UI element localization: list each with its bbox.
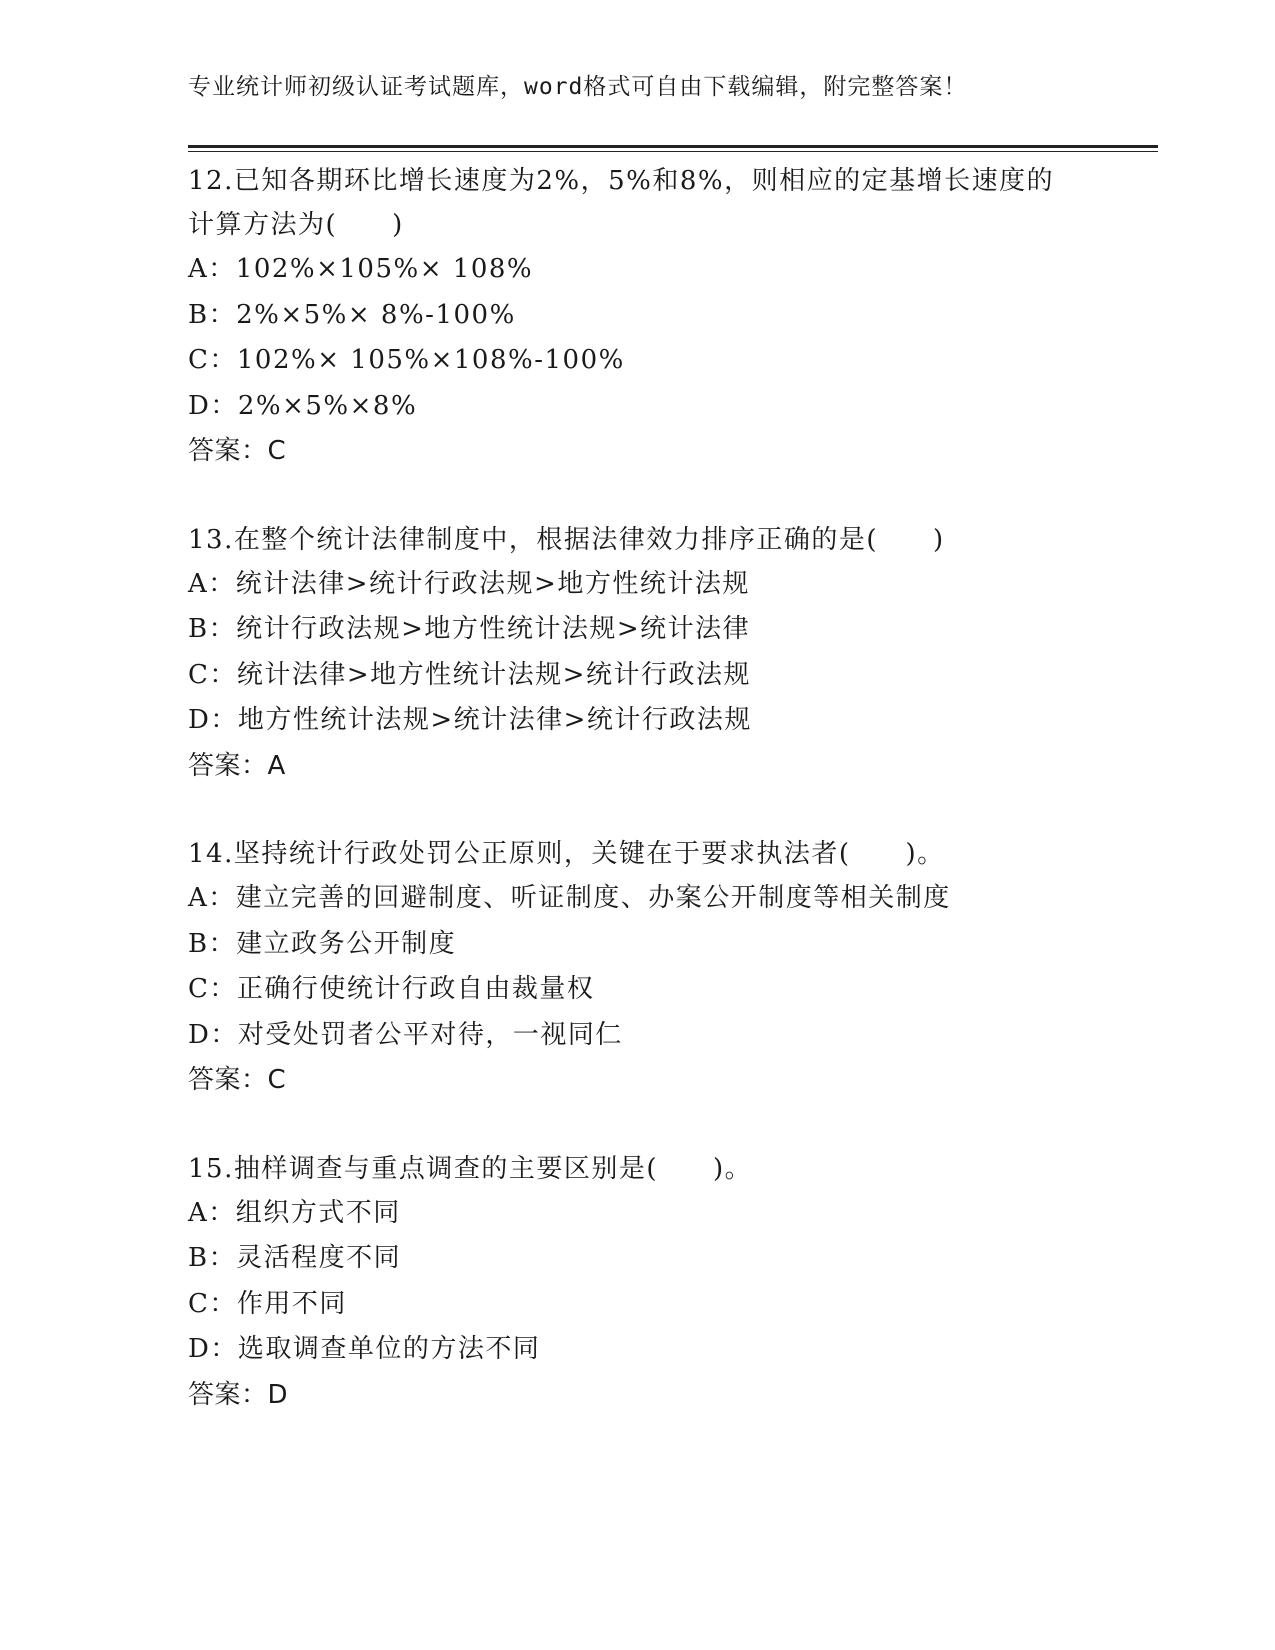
question-stem: 14.坚持统计行政处罚公正原则，关键在于要求执法者( )。: [188, 839, 945, 869]
question-13: [188, 518, 1148, 790]
answer: 答案：C: [188, 1065, 287, 1095]
option-d: D：2%×5%×8%: [188, 390, 418, 421]
option-a: A：统计法律>统计行政法规>地方性统计法规: [188, 568, 750, 599]
question-stem: 13.在整个统计法律制度中，根据法律效力排序正确的是( ): [188, 524, 945, 555]
option-c: C：作用不同: [188, 1288, 347, 1319]
option-c: C：正确行使统计行政自由裁量权: [188, 974, 595, 1004]
header-divider-thin: [188, 151, 1158, 152]
page-header: 专业统计师初级认证考试题库，word格式可自由下载编辑，附完整答案！: [188, 74, 968, 100]
option-a: A：102%×105%× 108%: [188, 254, 534, 284]
option-a: A：建立完善的回避制度、听证制度、办案公开制度等相关制度: [188, 883, 951, 913]
question-15: [188, 1147, 1148, 1419]
answer: 答案：D: [188, 1379, 289, 1410]
option-d: D：地方性统计法规>统计法律>统计行政法规: [188, 705, 752, 735]
option-b: B：统计行政法规>地方性统计法规>统计法律: [188, 614, 751, 644]
header-divider-thick: [188, 145, 1158, 148]
answer: 答案：A: [188, 750, 286, 781]
question-14: [188, 832, 1148, 1104]
question-12: [188, 159, 1148, 475]
option-b: B：建立政务公开制度: [188, 928, 457, 959]
question-stem-continued: 计算方法为( ): [188, 210, 404, 240]
option-b: B：2%×5%× 8%-100%: [188, 299, 516, 330]
option-b: B：灵活程度不同: [188, 1243, 402, 1273]
option-a: A：组织方式不同: [188, 1197, 401, 1228]
option-d: D：对受处罚者公平对待，一视同仁: [188, 1019, 623, 1050]
question-list: [188, 159, 1148, 1461]
option-d: D：选取调查单位的方法不同: [188, 1334, 541, 1364]
question-stem: 12.已知各期环比增长速度为2%，5%和8%，则相应的定基增长速度的: [188, 166, 1055, 196]
option-c: C：102%× 105%×108%-100%: [188, 345, 625, 375]
answer: 答案：C: [188, 436, 287, 466]
question-stem: 15.抽样调查与重点调查的主要区别是( )。: [188, 1153, 753, 1184]
option-c: C：统计法律>地方性统计法规>统计行政法规: [188, 659, 751, 690]
